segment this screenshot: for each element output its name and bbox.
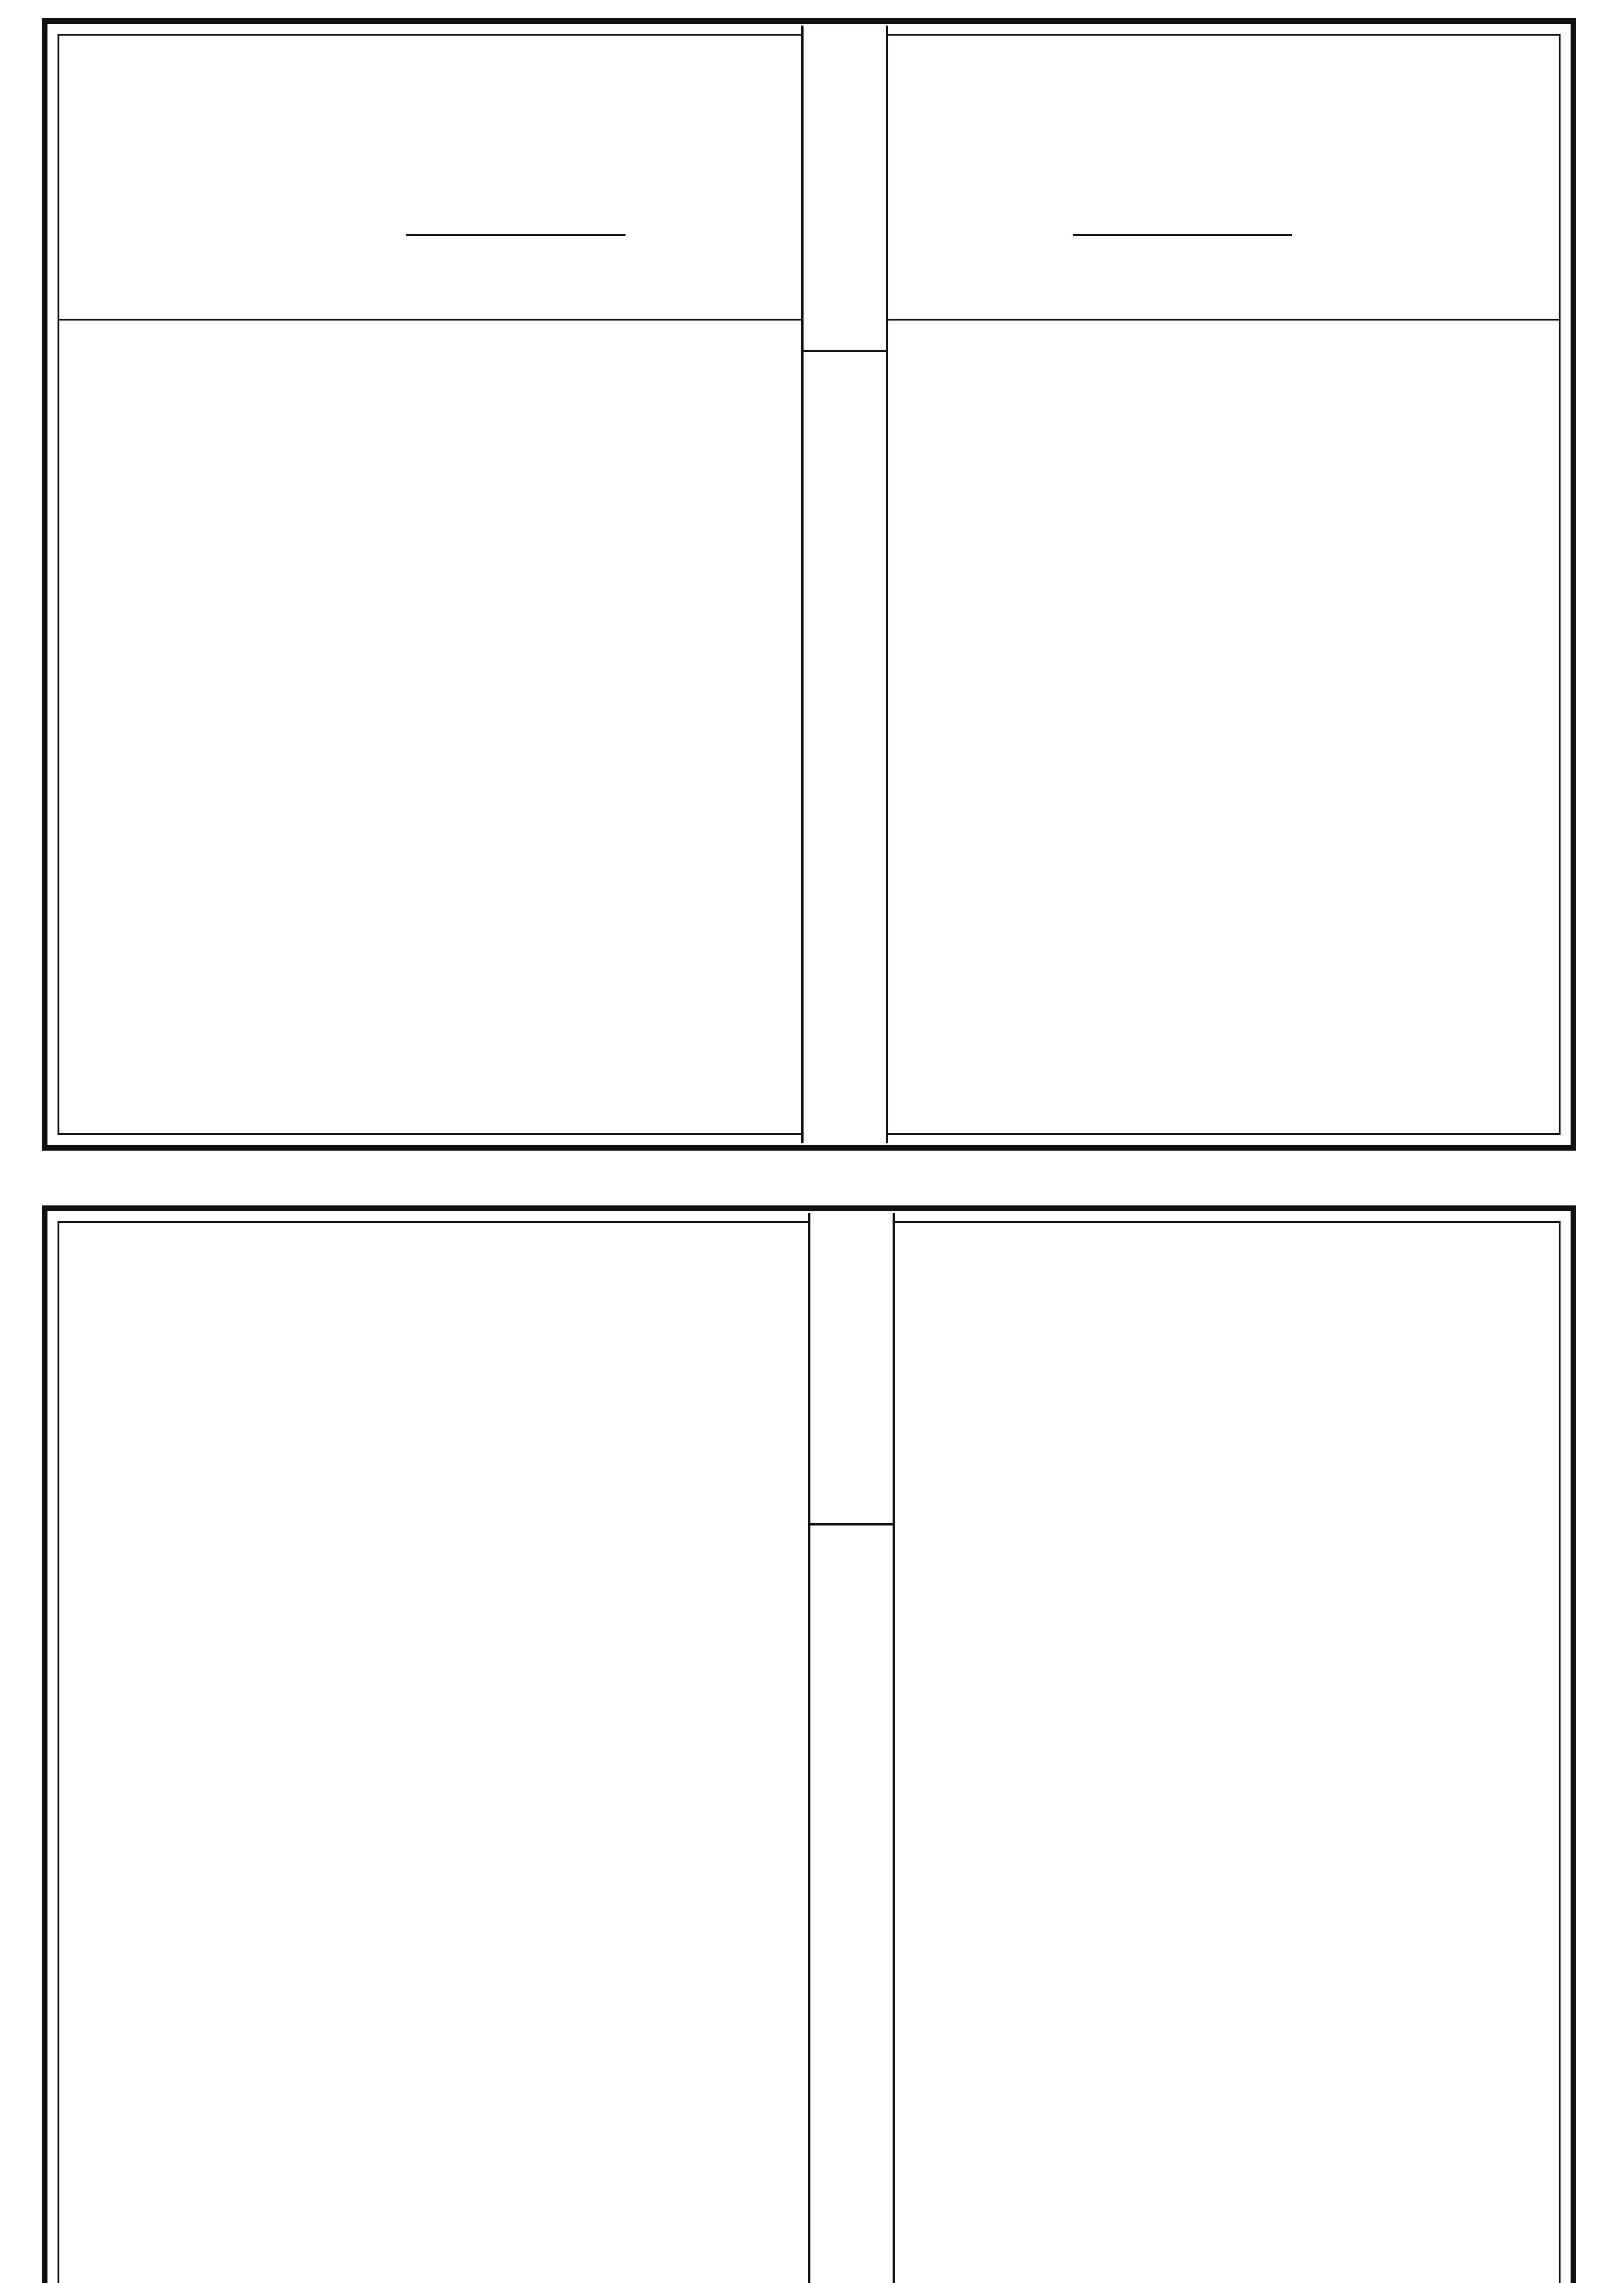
- lower-page: [42, 1205, 1576, 2283]
- calculation-diagram-right: [1073, 86, 1292, 278]
- banner-title: [804, 26, 886, 352]
- upper-page-frame: [58, 34, 1561, 1135]
- calc-rule: [1073, 234, 1292, 236]
- calc-rule: [406, 234, 625, 236]
- calculation-diagram-left: [406, 86, 625, 278]
- center-banner-top: [801, 26, 888, 1143]
- lower-page-frame: [58, 1221, 1561, 2283]
- center-banner-bottom: [808, 1213, 895, 2283]
- banner-subtitle: [810, 1551, 893, 1560]
- banner-title: [810, 1213, 893, 1526]
- upper-page: [42, 18, 1576, 1151]
- banner-subtitle: [804, 373, 886, 382]
